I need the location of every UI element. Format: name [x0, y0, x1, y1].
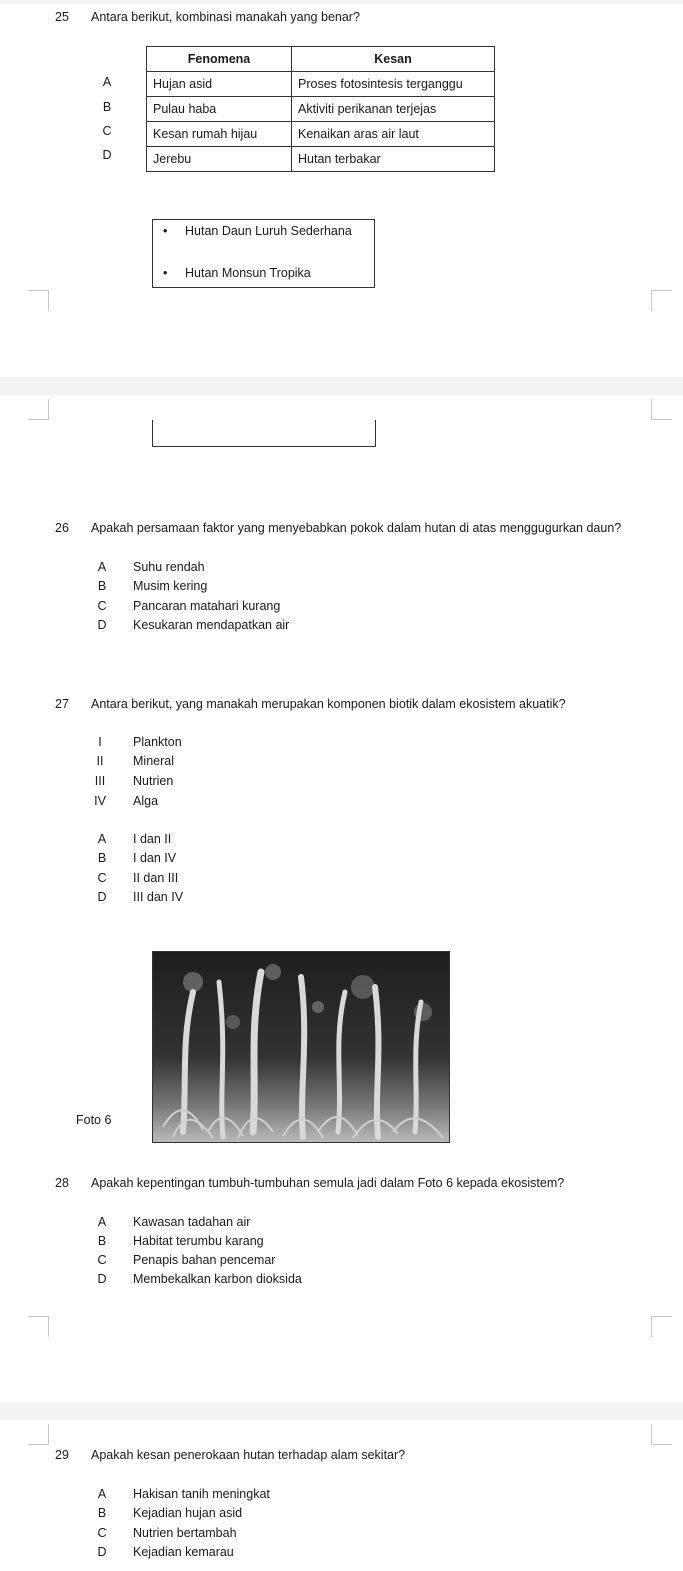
option-letter: A: [97, 832, 107, 846]
forest-item-label: Hutan Monsun Tropika: [185, 266, 311, 280]
option-text: Musim kering: [133, 579, 208, 593]
table-row: [147, 97, 495, 122]
q25-row-label-c: C: [102, 124, 112, 138]
statement-text: Mineral: [133, 754, 174, 768]
box-continuation: [152, 420, 376, 447]
forest-item-label: Hutan Daun Luruh Sederhana: [185, 224, 352, 238]
statement-numeral: III: [94, 774, 106, 788]
table-cell-fenomena: Hujan asid: [147, 72, 292, 97]
forest-item: [163, 224, 352, 238]
crop-mark: [28, 290, 49, 311]
page-break: [0, 1402, 683, 1420]
option-letter: B: [97, 579, 107, 593]
option-text: I dan IV: [133, 851, 177, 865]
crop-mark: [651, 399, 672, 420]
table-cell-kesan: Hutan terbakar: [292, 147, 495, 172]
option-letter: D: [97, 890, 107, 904]
q25-row-label-d: D: [102, 148, 112, 162]
mangrove-photo: [152, 951, 450, 1143]
option-letter: A: [97, 1487, 107, 1501]
option-text: Habitat terumbu karang: [133, 1234, 264, 1248]
question-25-number: 25: [55, 10, 69, 24]
option-text: II dan III: [133, 871, 179, 885]
crop-mark: [651, 1316, 672, 1337]
forest-types-box: [152, 219, 375, 288]
table-cell-fenomena: Pulau haba: [147, 97, 292, 122]
table-header-row: [147, 47, 495, 72]
mangrove-forest-image: [153, 952, 450, 1143]
forest-item: [163, 266, 311, 280]
option-letter: D: [97, 1545, 107, 1559]
statement-numeral: II: [96, 754, 104, 768]
option-letter: D: [97, 1272, 107, 1286]
photo-label: Foto 6: [76, 1113, 112, 1127]
question-27-text: Antara berikut, yang manakah merupakan komponen biotik dalam ekosistem akuatik?: [91, 697, 566, 711]
option-letter: A: [97, 1215, 107, 1229]
option-letter: B: [97, 851, 107, 865]
page-top-edge: [0, 0, 683, 4]
option-letter: D: [97, 618, 107, 632]
statement-text: Nutrien: [133, 774, 174, 788]
table-cell-kesan: Aktiviti perikanan terjejas: [292, 97, 495, 122]
option-text: Pancaran matahari kurang: [133, 599, 281, 613]
statement-numeral: I: [98, 735, 102, 749]
option-text: Kejadian hujan asid: [133, 1506, 243, 1520]
option-letter: C: [97, 1253, 107, 1267]
question-26-number: 26: [55, 521, 69, 535]
option-text: Hakisan tanih meningkat: [133, 1487, 270, 1501]
bullet-icon: •: [163, 266, 168, 280]
table-cell-kesan: Kenaikan aras air laut: [292, 122, 495, 147]
table-cell-fenomena: Jerebu: [147, 147, 292, 172]
header-fenomena: Fenomena: [147, 47, 292, 72]
option-letter: C: [97, 871, 107, 885]
question-29-text: Apakah kesan penerokaan hutan terhadap alam sekitar?: [91, 1448, 406, 1462]
phenomena-table: [146, 46, 495, 172]
option-letter: C: [97, 1526, 107, 1540]
option-text: I dan II: [133, 832, 172, 846]
bullet-icon: •: [163, 224, 168, 238]
option-text: Kesukaran mendapatkan air: [133, 618, 290, 632]
question-27-number: 27: [55, 697, 69, 711]
option-letter: A: [97, 560, 107, 574]
question-28-number: 28: [55, 1176, 69, 1190]
table-row: [147, 122, 495, 147]
option-text: Penapis bahan pencemar: [133, 1253, 276, 1267]
option-text: Kawasan tadahan air: [133, 1215, 251, 1229]
page-break: [0, 377, 683, 395]
question-25-text: Antara berikut, kombinasi manakah yang benar?: [91, 10, 360, 24]
crop-mark: [651, 290, 672, 311]
table-row: [147, 147, 495, 172]
option-text: Kejadian kemarau: [133, 1545, 234, 1559]
crop-mark: [28, 1316, 49, 1337]
question-28-text: Apakah kepentingan tumbuh-tumbuhan semula jadi dalam Foto 6 kepada ekosistem?: [91, 1176, 565, 1190]
table-cell-fenomena: Kesan rumah hijau: [147, 122, 292, 147]
option-letter: B: [97, 1234, 107, 1248]
question-29-number: 29: [55, 1448, 69, 1462]
option-letter: C: [97, 599, 107, 613]
option-letter: B: [97, 1506, 107, 1520]
table-row: [147, 72, 495, 97]
crop-mark: [28, 1424, 49, 1445]
question-26-text: Apakah persamaan faktor yang menyebabkan pokok dalam hutan di atas menggugurkan daun?: [91, 521, 622, 535]
option-text: Membekalkan karbon dioksida: [133, 1272, 302, 1286]
q25-row-label-b: B: [102, 100, 112, 114]
statement-text: Plankton: [133, 735, 182, 749]
q25-row-label-a: A: [102, 75, 112, 89]
table-cell-kesan: Proses fotosintesis terganggu: [292, 72, 495, 97]
statement-numeral: IV: [94, 794, 106, 808]
option-text: Nutrien bertambah: [133, 1526, 237, 1540]
crop-mark: [651, 1424, 672, 1445]
option-text: III dan IV: [133, 890, 184, 904]
crop-mark: [28, 399, 49, 420]
statement-text: Alga: [133, 794, 159, 808]
option-text: Suhu rendah: [133, 560, 205, 574]
header-kesan: Kesan: [292, 47, 495, 72]
